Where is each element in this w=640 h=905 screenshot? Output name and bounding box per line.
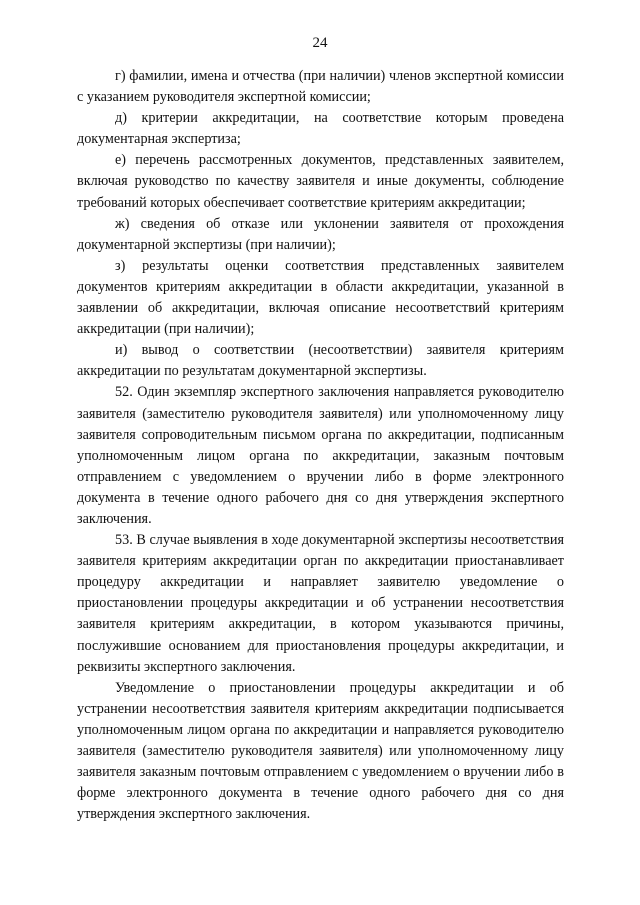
paragraph-g-commission-members: г) фамилии, имена и отчества (при наличии) членов экспертной комиссии с указанием руководителя экспертной комиссии; xyxy=(77,68,564,106)
document-body xyxy=(77,66,564,825)
paragraph-e-reviewed-documents: е) перечень рассмотренных документов, представленных заявителем, включая руководство по качеству заявителя и иные документы, соблюдение требований которых обеспечивает соответствие критериям аккредитации; xyxy=(77,152,564,211)
page-number: 24 xyxy=(312,35,328,51)
paragraph-i-conclusion: и) вывод о соответствии (несоответствии) заявителя критериям аккредитации по результатам документарной экспертизы. xyxy=(77,342,564,380)
paragraph-53: 53. В случае выявления в ходе документарной экспертизы несоответствия заявителя критериям аккредитации орган по аккредитации приостанавливает процедуру аккредитации и направляет заявителю уведомление о приостановлении процедуры аккредитации и об устранении несоответствия заявителя критериям аккредитации, в котором указываются причины, послужившие основанием для приостановления процедуры аккредитации, и реквизиты экспертного заключения. xyxy=(77,532,564,675)
paragraph-zh-refusal-info: ж) сведения об отказе или уклонении заявителя от прохождения документарной экспертизы (при наличии); xyxy=(77,215,564,253)
paragraph-notification: Уведомление о приостановлении процедуры аккредитации и об устранении несоответствия заявителя критериям аккредитации подписывается уполномоченным лицом органа по аккредитации и направляется руководителю заявителя (заместителю руководителя заявителя) или уполномоченному лицу заявителя заказным почтовым отправлением с уведомлением о вручении либо в форме электронного документа в течение одного рабочего дня со дня утверждения экспертного заключения. xyxy=(77,679,564,823)
paragraph-z-evaluation-results: з) результаты оценки соответствия представленных заявителем документов критериям аккредитации в области аккредитации, указанной в заявлении об аккредитации, включая описание несоответствий критериям аккредитации (при наличии); xyxy=(77,257,564,338)
paragraph-d-accreditation-criteria: д) критерии аккредитации, на соответствие которым проведена документарная экспертиза; xyxy=(77,110,564,148)
paragraph-52: 52. Один экземпляр экспертного заключения направляется руководителю заявителя (заместителю руководителя заявителя) или уполномоченному лицу заявителя сопроводительным письмом органа по аккредитации, подписанным уполномоченным лицом органа по аккредитации, заказным почтовым отправлением с уведомлением о вручении либо в форме электронного документа в течение одного рабочего дня со дня утверждения экспертного заключения. xyxy=(77,384,564,527)
